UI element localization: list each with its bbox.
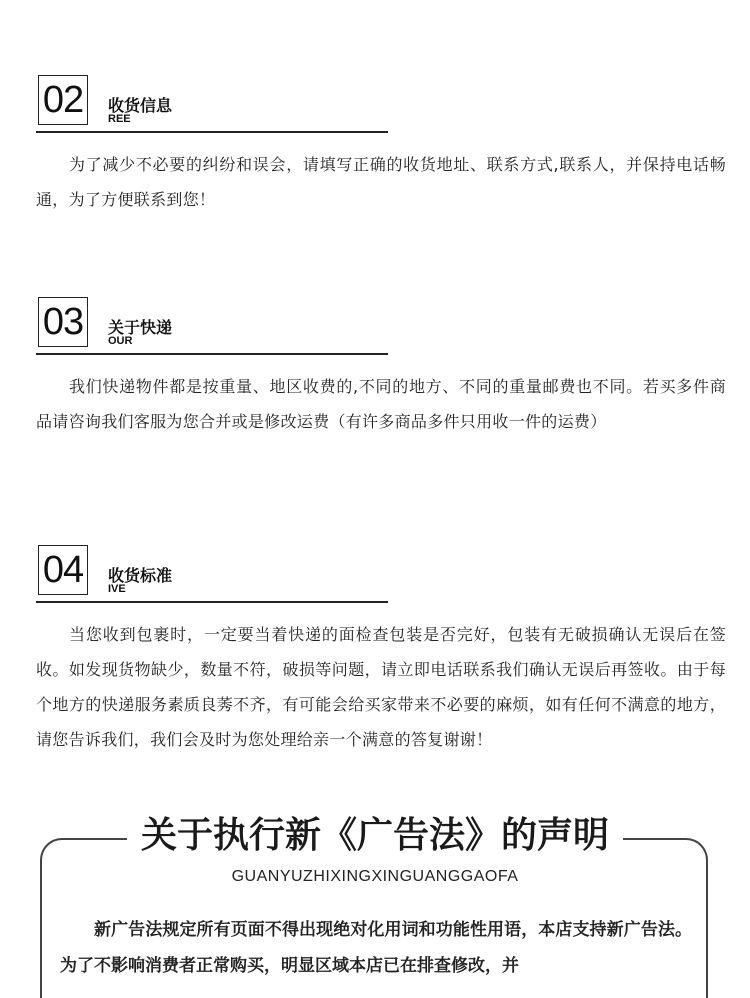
section-subtitle: OUR: [108, 335, 133, 347]
section-header: [36, 75, 726, 133]
section-number: 03: [38, 297, 88, 347]
section-number: 02: [38, 75, 88, 125]
section-title: 关于快递: [108, 318, 173, 337]
section-courier: [36, 297, 726, 439]
section-title: 收货信息: [108, 96, 173, 115]
section-header: [36, 545, 726, 603]
section-divider: [36, 353, 388, 355]
section-divider: [36, 131, 388, 133]
section-subtitle: REE: [108, 113, 131, 125]
notice-text: 新广告法规定所有页面不得出现绝对化用词和功能性用语，本店支持新广告法。为了不影响消费者正常购买，明显区域本店已在排查修改，并: [60, 920, 692, 976]
section-text: 为了减少不必要的纠纷和误会，请填写正确的收货地址、联系方式,联系人，并保持电话畅通，为了方便联系到您！: [36, 155, 726, 209]
section-text: 当您收到包裹时，一定要当着快递的面检查包装是否完好，包装有无破损确认无误后在签收。如发现货物缺少，数量不符，破损等问题，请立即电话联系我们确认无误后再签收。由于每个地方的快递服务素质良莠不齐，有可能会给买家带来不必要的麻烦，如有任何不满意的地方，请您告诉我们，我们会及时为您处理给亲一个满意的答复谢谢！: [36, 625, 726, 749]
notice-title-text: 关于执行新《广告法》的声明: [127, 815, 623, 856]
section-text: 我们快递物件都是按重量、地区收费的,不同的地方、不同的重量邮费也不同。若买多件商品请咨询我们客服为您合并或是修改运费（有许多商品多件只用收一件的运费）: [36, 377, 726, 431]
section-title: 收货标准: [108, 566, 173, 585]
section-subtitle: IVE: [108, 583, 126, 595]
section-receipt-standard: [36, 545, 726, 757]
section-header: [36, 297, 726, 355]
section-shipping-info: [36, 75, 726, 217]
section-number: 04: [38, 545, 88, 595]
section-divider: [36, 601, 388, 603]
notice-subtitle: GUANYUZHIXINGXINGUANGGAOFA: [231, 868, 519, 885]
notice-title: [0, 810, 750, 862]
